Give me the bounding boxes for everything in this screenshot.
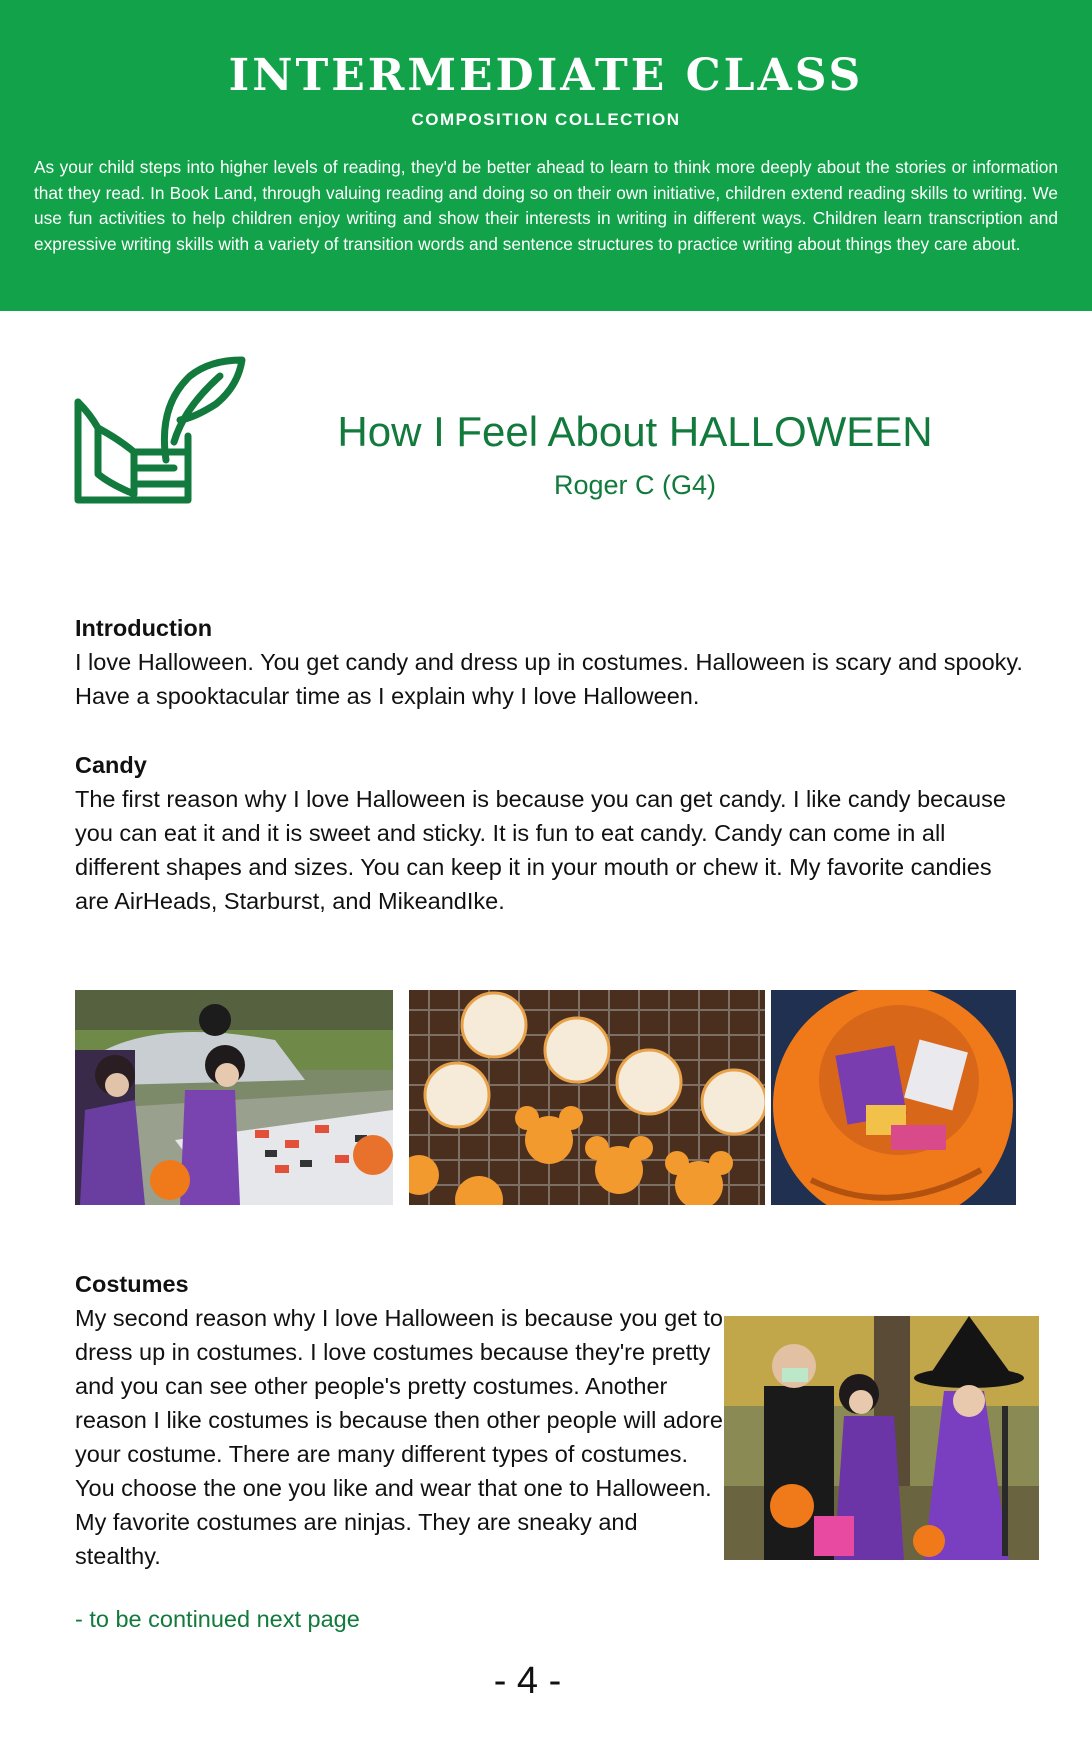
costumes-section (75, 1267, 723, 1573)
candy-section (75, 748, 1025, 918)
class-title: INTERMEDIATE CLASS (228, 50, 864, 101)
composition-title: How I Feel About HALLOWEEN (337, 408, 933, 455)
header-banner (0, 0, 1092, 311)
candy-bucket-photo (771, 990, 1016, 1205)
trick-or-treat-photo (75, 990, 393, 1205)
book-quill-icon (70, 356, 250, 506)
costumes-body: My second reason why I love Halloween is because you get to dress up in costumes. I love costumes because they're pretty and you can see other people's pretty costumes. Another reason I like costumes is because then other people will adore your costume. There are many different types of costumes. You choose the one you like and wear that one to Halloween. My favorite costumes are ninjas. They are sneaky and stealthy. (75, 1305, 723, 1569)
class-description: As your child steps into higher levels of reading, they'd be better ahead to learn to think more deeply about the stories or information that they read. In Book Land, through valuing reading and doing so on their own initiative, children extend reading skills to writing. We use fun activities to help children enjoy writing and show their interests in writing in different ways. Children learn transcription and expressive writing skills with a variety of transition words and sentence structures to practice writing about things they care about. (34, 157, 1058, 254)
candy-body: The first reason why I love Halloween is because you can get candy. I like candy because you can eat it and it is sweet and sticky. It is fun to eat candy. Candy can come in all different shapes and sizes. You can keep it in your mouth or chew it. My favorite candies are AirHeads, Starburst, and MikeandIke. (75, 786, 1006, 914)
kids-costumes-photo (724, 1316, 1039, 1560)
introduction-heading: Introduction (75, 615, 213, 641)
introduction-section (75, 611, 1025, 713)
costumes-heading: Costumes (75, 1271, 189, 1297)
composition-author: Roger C (G4) (553, 470, 717, 500)
candy-heading: Candy (75, 752, 147, 778)
continue-note: - to be continued next page (75, 1606, 360, 1632)
introduction-body: I love Halloween. You get candy and dress up in costumes. Halloween is scary and spooky. Have a spooktacular time as I explain why I love Halloween. (75, 649, 1023, 709)
halloween-cookies-photo (409, 990, 765, 1205)
page-number: - 4 - (493, 1660, 562, 1702)
collection-subtitle: COMPOSITION COLLECTION (411, 110, 681, 129)
